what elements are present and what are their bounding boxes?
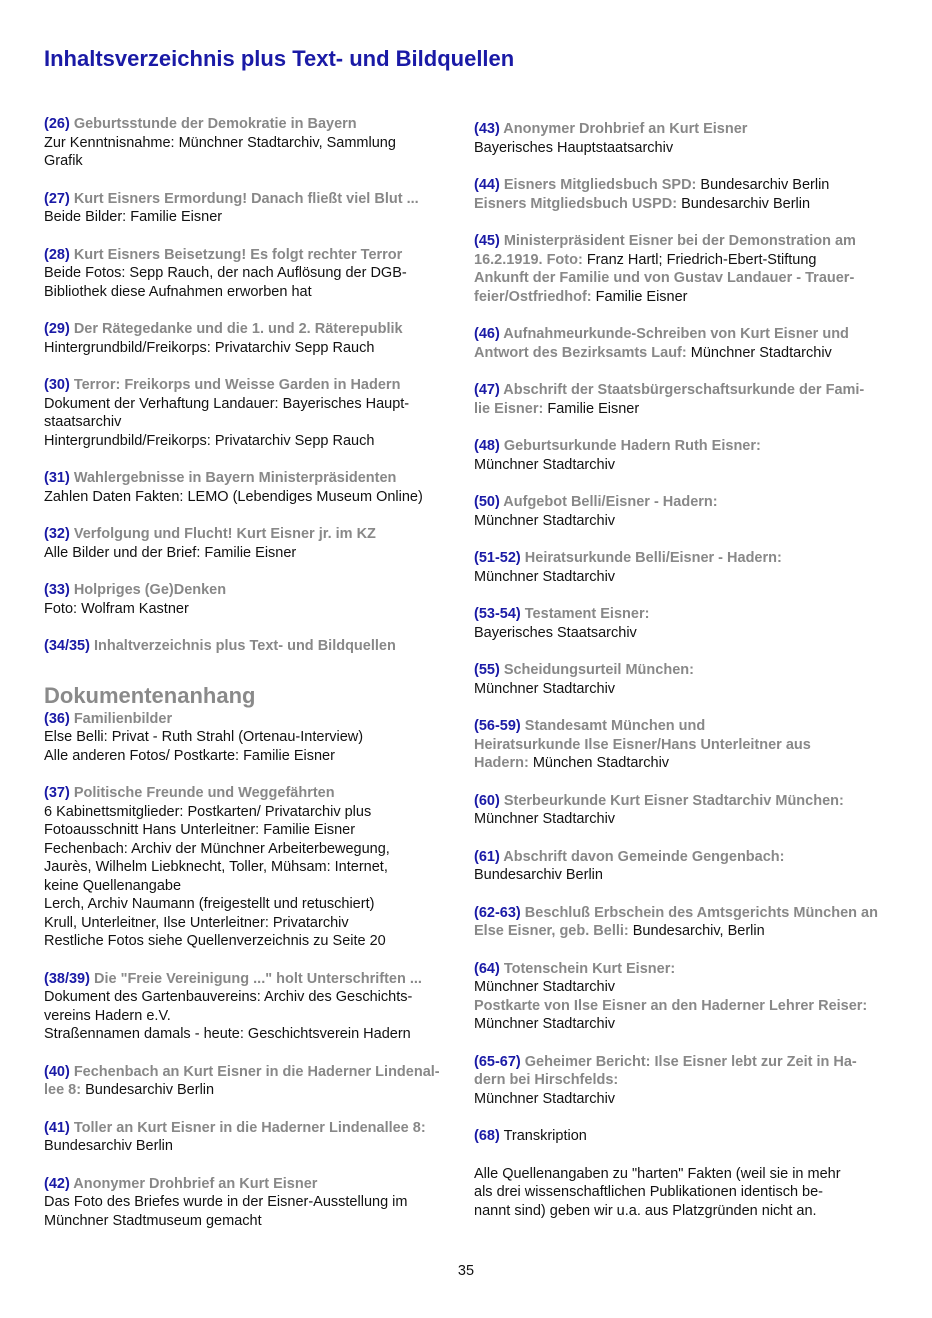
entry-heading: Testament Eisner: <box>520 606 650 622</box>
entry-source: Münchner Stadtarchiv <box>686 344 832 361</box>
toc-entry-line <box>474 717 894 736</box>
toc-entry-line <box>44 895 454 914</box>
toc-entry-line <box>44 728 454 747</box>
entry-heading: Familienbilder <box>69 710 173 727</box>
entry-source: Zahlen Daten Fakten: LEMO (Lebendiges Museum Online) <box>44 488 423 505</box>
toc-entry-line <box>44 970 454 989</box>
toc-entry-line <box>44 413 454 432</box>
entry-number: (65-67) <box>474 1053 521 1070</box>
entry-number: (46) <box>474 326 500 342</box>
entry-source: Foto: Wolfram Kastner <box>44 600 189 617</box>
toc-entry-line <box>474 549 894 568</box>
toc-entry-line <box>474 456 894 475</box>
appendix-heading: Dokumentenanhang <box>44 682 256 708</box>
entry-source: Münchner Stadtarchiv <box>474 1016 616 1032</box>
entry-source: Münchner Stadtarchiv <box>474 568 616 585</box>
page-number: 35 <box>457 1263 475 1279</box>
toc-entry-line <box>44 1007 454 1026</box>
entry-number: (37) <box>44 785 70 801</box>
entry-heading: Antwort des Bezirksamts Lauf: <box>474 344 687 361</box>
toc-entry-line <box>44 840 454 859</box>
entry-heading: Aufgebot Belli/Eisner - Hadern: <box>499 494 718 510</box>
entry-heading: Inhaltverzeichnis plus Text- und Bildquellen <box>89 638 396 654</box>
entry-heading: Anonymer Drohbrief an Kurt Eisner <box>499 121 748 137</box>
toc-entry-line <box>474 288 894 307</box>
toc-entry-line <box>44 1137 454 1156</box>
toc-entry <box>44 581 454 618</box>
toc-entry <box>474 549 894 586</box>
entry-heading: Kurt Eisners Beisetzung! Es folgt rechter Terror <box>69 246 403 263</box>
toc-entry-line <box>474 568 894 587</box>
entry-heading: Aufnahmeurkunde-Schreiben von Kurt Eisner und <box>499 326 849 342</box>
entry-source: Bundesarchiv Berlin <box>677 195 811 212</box>
toc-entry-line <box>474 344 894 363</box>
entry-number: (27) <box>44 190 70 207</box>
entry-heading: Beschluß Erbschein des Amtsgerichts München an <box>520 904 878 921</box>
entry-source: Münchner Stadtarchiv <box>474 1090 616 1107</box>
toc-entry <box>474 661 894 698</box>
entry-source: Münchner Stadtmuseum gemacht <box>44 1212 262 1229</box>
entry-number: (50) <box>474 494 500 510</box>
entry-heading: Ministerpräsident Eisner bei der Demonstration am <box>499 233 856 249</box>
entry-source: Hintergrundbild/Freikorps: Privatarchiv Sepp Rauch <box>44 432 375 449</box>
toc-entry-line <box>474 810 894 829</box>
toc-entry-line <box>474 269 894 288</box>
entry-heading: Hadern: <box>474 755 529 771</box>
entry-heading: Toller an Kurt Eisner in die Haderner Lindenallee 8: <box>69 1119 426 1136</box>
entry-number: (55) <box>474 662 500 678</box>
entry-number: (45) <box>474 233 500 249</box>
entry-source: München Stadtarchiv <box>528 755 670 771</box>
toc-entry-line <box>44 283 454 302</box>
toc-entry <box>474 904 894 941</box>
entry-source: Jaurès, Wilhelm Liebknecht, Toller, Mühsam: Internet, <box>44 859 388 875</box>
toc-entry-line <box>474 325 894 344</box>
toc-entry-line <box>44 784 454 803</box>
entry-heading: Holpriges (Ge)Denken <box>69 582 227 598</box>
entry-source: als drei wissenschaftlichen Publikationen identisch be- <box>474 1184 823 1200</box>
entry-source: Franz Hartl; Friedrich-Ebert-Stiftung <box>582 251 817 268</box>
toc-entry-line <box>44 821 454 840</box>
toc-entry-line <box>474 680 894 699</box>
entry-heading: Politische Freunde und Weggefährten <box>69 785 335 801</box>
toc-entry-line <box>474 176 894 195</box>
entry-heading: Heiratsurkunde Belli/Eisner - Hadern: <box>520 550 782 566</box>
toc-entry-line <box>474 512 894 531</box>
entry-heading: lee 8: <box>44 1082 82 1098</box>
toc-entry-line <box>474 960 894 979</box>
entry-heading: dern bei Hirschfelds: <box>474 1072 619 1088</box>
toc-entry-line <box>44 544 454 563</box>
toc-entry-line <box>474 1053 894 1072</box>
entry-source: Familie Eisner <box>543 400 640 417</box>
toc-entry <box>474 1127 894 1146</box>
toc-entry <box>474 232 894 306</box>
entry-heading: Geburtsurkunde Hadern Ruth Eisner: <box>499 438 761 454</box>
entry-heading: Sterbeurkunde Kurt Eisner Stadtarchiv München: <box>499 792 844 809</box>
entry-heading: lie Eisner: <box>474 400 544 417</box>
toc-entry-line <box>44 339 454 358</box>
toc-entry <box>44 1175 454 1231</box>
toc-entry-line <box>44 134 454 153</box>
toc-entry <box>44 1063 454 1100</box>
entry-source: Münchner Stadtarchiv <box>474 456 616 473</box>
entry-source: Fechenbach: Archiv der Münchner Arbeiterbewegung, <box>44 840 390 857</box>
toc-entry-line <box>44 246 454 265</box>
toc-entry-line <box>44 525 454 544</box>
entry-heading: Eisners Mitgliedsbuch USPD: <box>474 195 678 212</box>
entry-source: Bundesarchiv Berlin <box>81 1082 215 1098</box>
entry-source: Bundesarchiv Berlin <box>44 1138 173 1154</box>
toc-entry <box>44 376 454 450</box>
entry-source: Grafik <box>44 153 83 169</box>
entry-source: Bayerisches Staatsarchiv <box>474 624 637 641</box>
entry-source: Krull, Unterleitner, Ilse Unterleitner: Privatarchiv <box>44 914 349 931</box>
toc-list-left <box>44 115 454 656</box>
toc-entry-line <box>474 400 894 419</box>
toc-entry-line <box>474 1015 894 1034</box>
entry-number: (44) <box>474 177 500 193</box>
entry-heading: Geheimer Bericht: Ilse Eisner lebt zur Zeit in Ha- <box>520 1053 857 1070</box>
toc-entry-line <box>474 139 894 158</box>
entry-number: (60) <box>474 792 500 809</box>
entry-source: Das Foto des Briefes wurde in der Eisner-Ausstellung im <box>44 1194 408 1210</box>
entry-source: vereins Hadern e.V. <box>44 1007 171 1024</box>
entry-heading: Ankunft der Familie und von Gustav Landauer - Trauer- <box>474 270 855 286</box>
entry-source: Dokument des Gartenbauvereins: Archiv des Geschichts- <box>44 989 413 1005</box>
entry-source: Bundesarchiv, Berlin <box>628 923 765 939</box>
toc-entry-line <box>474 978 894 997</box>
entry-heading: Verfolgung und Flucht! Kurt Eisner jr. im KZ <box>69 526 376 542</box>
entry-number: (48) <box>474 438 500 454</box>
entry-source: Münchner Stadtarchiv <box>474 512 616 529</box>
toc-entry-line <box>474 624 894 643</box>
toc-entry-line <box>44 637 454 656</box>
entry-number: (31) <box>44 470 70 486</box>
entry-number: (41) <box>44 1119 70 1136</box>
toc-entry-line <box>44 1212 454 1231</box>
toc-entry <box>474 792 894 829</box>
toc-entry-line <box>44 932 454 951</box>
entry-number: (56-59) <box>474 718 521 734</box>
toc-entry-line <box>44 710 454 729</box>
toc-entry-line <box>44 264 454 283</box>
toc-entry <box>474 1053 894 1109</box>
entry-number: (28) <box>44 246 70 263</box>
toc-entry <box>44 320 454 357</box>
toc-entry-line <box>474 848 894 867</box>
toc-entry <box>44 190 454 227</box>
entry-source: Bundesarchiv Berlin <box>696 177 830 193</box>
entry-number: (29) <box>44 321 70 337</box>
entry-heading: Eisners Mitgliedsbuch SPD: <box>499 177 697 193</box>
entry-source: staatsarchiv <box>44 414 122 430</box>
entry-number: (62-63) <box>474 904 521 921</box>
entry-heading: Scheidungsurteil München: <box>499 662 694 678</box>
toc-entry-line <box>474 1183 894 1202</box>
entry-number: (26) <box>44 116 70 132</box>
entry-number: (33) <box>44 582 70 598</box>
toc-entry <box>44 970 454 1044</box>
toc-entry-line <box>44 988 454 1007</box>
entry-source: Alle Quellenangaben zu "harten" Fakten (weil sie in mehr <box>474 1165 841 1182</box>
entry-source: Bayerisches Hauptstaatsarchiv <box>474 139 674 156</box>
toc-entry-line <box>474 1127 894 1146</box>
entry-heading: Abschrift davon Gemeinde Gengenbach: <box>499 848 785 865</box>
toc-entry <box>44 637 454 656</box>
toc-entry-line <box>474 437 894 456</box>
toc-entry-line <box>44 1193 454 1212</box>
left-column <box>44 115 454 1249</box>
toc-entry <box>474 605 894 642</box>
toc-entry-line <box>474 754 894 773</box>
entry-source: Familie Eisner <box>591 288 688 305</box>
entry-source: Münchner Stadtarchiv <box>474 811 616 827</box>
entry-source: Münchner Stadtarchiv <box>474 979 616 995</box>
toc-entry-line <box>474 866 894 885</box>
toc-entry <box>44 1119 454 1156</box>
entry-number: (32) <box>44 526 70 542</box>
toc-entry <box>44 525 454 562</box>
toc-entry-line <box>44 1063 454 1082</box>
toc-list-right <box>474 120 894 1220</box>
entry-source: keine Quellenangabe <box>44 877 182 894</box>
entry-heading: Abschrift der Staatsbürgerschaftsurkunde der Fami- <box>499 382 865 398</box>
toc-entry-line <box>474 605 894 624</box>
right-column <box>474 120 894 1239</box>
toc-entry-line <box>474 792 894 811</box>
toc-list-appendix <box>44 710 454 1231</box>
toc-entry-line <box>474 1202 894 1221</box>
toc-entry-line <box>44 858 454 877</box>
entry-source: Else Belli: Privat - Ruth Strahl (Ortenau-Interview) <box>44 729 364 745</box>
entry-heading: Kurt Eisners Ermordung! Danach fließt viel Blut ... <box>69 190 419 207</box>
entry-heading: Die "Freie Vereinigung ..." holt Unterschriften ... <box>89 970 422 987</box>
entry-number: (30) <box>44 377 70 393</box>
entry-source: Alle Bilder und der Brief: Familie Eisner <box>44 544 297 561</box>
toc-entry <box>474 325 894 362</box>
entry-source: Alle anderen Fotos/ Postkarte: Familie Eisner <box>44 747 335 764</box>
toc-entry-line <box>44 190 454 209</box>
toc-entry <box>474 960 894 1034</box>
toc-entry-line <box>474 493 894 512</box>
toc-entry <box>474 717 894 773</box>
entry-source: Lerch, Archiv Naumann (freigestellt und retuschiert) <box>44 896 375 912</box>
entry-heading: Heiratsurkunde Ilse Eisner/Hans Unterleitner aus <box>474 736 811 753</box>
entry-number: (51-52) <box>474 550 521 566</box>
toc-entry <box>474 437 894 474</box>
entry-source: Transkription <box>499 1128 587 1144</box>
entry-source: Münchner Stadtarchiv <box>474 680 616 697</box>
toc-entry-line <box>474 904 894 923</box>
entry-source: Hintergrundbild/Freikorps: Privatarchiv Sepp Rauch <box>44 339 375 356</box>
toc-entry <box>474 120 894 157</box>
toc-entry <box>474 493 894 530</box>
toc-entry-line <box>44 1119 454 1138</box>
entry-number: (42) <box>44 1175 70 1192</box>
entry-source: Zur Kenntnisnahme: Münchner Stadtarchiv, Sammlung <box>44 134 396 151</box>
entry-source: Straßennamen damals - heute: Geschichtsverein Hadern <box>44 1026 411 1042</box>
toc-entry-line <box>44 600 454 619</box>
toc-entry-line <box>474 661 894 680</box>
toc-entry-line <box>44 488 454 507</box>
toc-entry <box>474 1165 894 1221</box>
toc-entry-line <box>474 922 894 941</box>
entry-heading: Wahlergebnisse in Bayern Ministerpräsidenten <box>69 470 397 486</box>
toc-entry <box>44 784 454 951</box>
toc-entry-line <box>44 1025 454 1044</box>
entry-number: (38/39) <box>44 970 90 987</box>
toc-entry-line <box>44 914 454 933</box>
entry-heading: Geburtsstunde der Demokratie in Bayern <box>69 116 357 132</box>
entry-source: 6 Kabinettsmitglieder: Postkarten/ Privatarchiv plus <box>44 803 372 820</box>
toc-entry-line <box>44 1081 454 1100</box>
toc-entry <box>44 246 454 302</box>
entry-heading: feier/Ostfriedhof: <box>474 288 592 305</box>
entry-source: Fotoausschnitt Hans Unterleitner: Familie Eisner <box>44 822 356 838</box>
entry-heading: 16.2.1919. Foto: <box>474 251 583 268</box>
entry-number: (61) <box>474 848 500 865</box>
entry-number: (43) <box>474 121 500 137</box>
entry-heading: Terror: Freikorps und Weisse Garden in Hadern <box>69 377 401 393</box>
entry-heading: Der Rätegedanke und die 1. und 2. Räterepublik <box>69 321 403 337</box>
entry-source: Dokument der Verhaftung Landauer: Bayerisches Haupt- <box>44 395 410 412</box>
toc-entry-line <box>474 736 894 755</box>
entry-heading: Postkarte von Ilse Eisner an den Haderner Lehrer Reiser: <box>474 997 868 1014</box>
entry-heading: Fechenbach an Kurt Eisner in die Haderner Lindenal- <box>69 1063 440 1080</box>
entry-number: (34/35) <box>44 638 90 654</box>
toc-entry-line <box>474 251 894 270</box>
entry-source: nannt sind) geben wir u.a. aus Platzgründen nicht an. <box>474 1202 817 1219</box>
toc-entry-line <box>474 1071 894 1090</box>
toc-entry-line <box>44 152 454 171</box>
toc-entry-line <box>44 877 454 896</box>
toc-entry-line <box>44 320 454 339</box>
entry-heading: Else Eisner, geb. Belli: <box>474 923 629 939</box>
toc-entry-line <box>44 208 454 227</box>
toc-entry <box>474 381 894 418</box>
toc-entry <box>474 848 894 885</box>
entry-number: (47) <box>474 382 500 398</box>
toc-entry-line <box>44 747 454 766</box>
entry-source: Beide Fotos: Sepp Rauch, der nach Auflösung der DGB- <box>44 265 407 281</box>
toc-entry-line <box>44 581 454 600</box>
toc-entry-line <box>474 120 894 139</box>
toc-entry-line <box>474 381 894 400</box>
toc-entry-line <box>44 395 454 414</box>
entry-source: Beide Bilder: Familie Eisner <box>44 209 223 225</box>
entry-number: (40) <box>44 1063 70 1080</box>
toc-entry-line <box>474 1090 894 1109</box>
entry-source: Restliche Fotos siehe Quellenverzeichnis zu Seite 20 <box>44 933 386 949</box>
toc-entry-line <box>474 1165 894 1184</box>
toc-entry-line <box>44 376 454 395</box>
entry-heading: Anonymer Drohbrief an Kurt Eisner <box>69 1175 318 1192</box>
toc-entry-line <box>474 232 894 251</box>
toc-entry-line <box>44 432 454 451</box>
toc-entry <box>44 115 454 171</box>
entry-source: Bibliothek diese Aufnahmen erworben hat <box>44 283 312 300</box>
toc-entry <box>44 710 454 766</box>
toc-entry <box>474 176 894 213</box>
entry-number: (68) <box>474 1128 500 1144</box>
entry-number: (53-54) <box>474 606 521 622</box>
page-title: Inhaltsverzeichnis plus Text- und Bildquellen <box>44 46 515 71</box>
toc-entry <box>44 469 454 506</box>
toc-entry-line <box>44 803 454 822</box>
entry-heading: Standesamt München und <box>520 718 706 734</box>
toc-entry-line <box>44 469 454 488</box>
toc-entry-line <box>44 1175 454 1194</box>
toc-entry-line <box>44 115 454 134</box>
toc-entry-line <box>474 195 894 214</box>
entry-source: Bundesarchiv Berlin <box>474 867 603 883</box>
toc-entry-line <box>474 997 894 1016</box>
entry-heading: Totenschein Kurt Eisner: <box>499 960 676 977</box>
entry-number: (36) <box>44 710 70 727</box>
entry-number: (64) <box>474 960 500 977</box>
